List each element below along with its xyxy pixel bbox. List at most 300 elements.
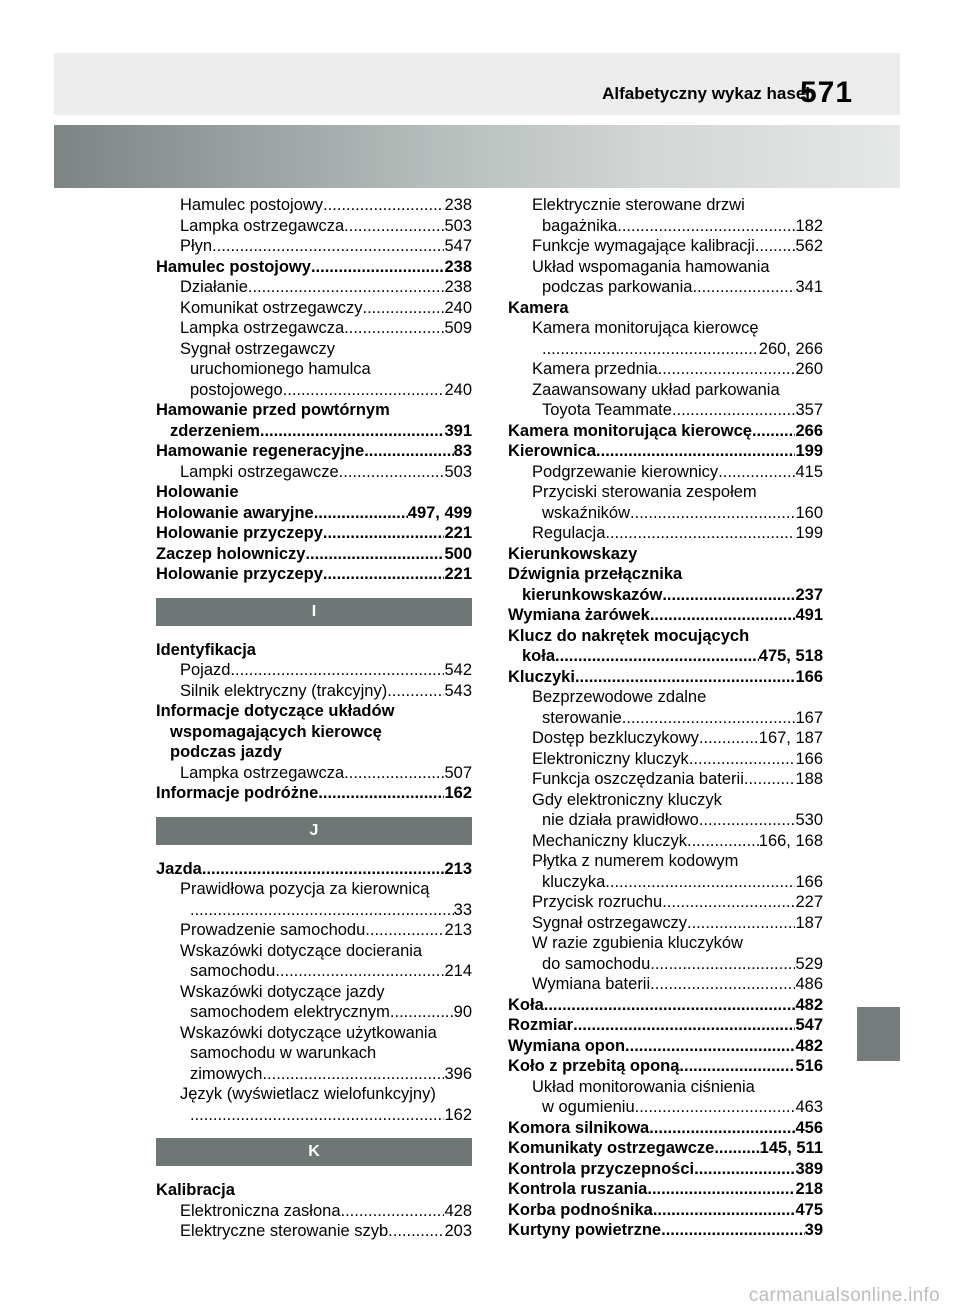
index-heading: wspomagających kierowcę [170, 722, 382, 741]
index-column-right [508, 195, 823, 1241]
index-entry [156, 380, 472, 401]
index-group [156, 640, 472, 804]
index-entry [508, 810, 823, 831]
entry-page-ref: 547 [444, 237, 472, 255]
index-entry [156, 1105, 472, 1126]
dot-leader [596, 441, 795, 462]
index-heading: Identyfikacja [156, 640, 256, 659]
index-entry [508, 1220, 823, 1241]
index-entry [156, 681, 472, 702]
index-entry [156, 441, 472, 462]
index-entry [156, 1221, 472, 1242]
section-header-i: I [156, 598, 472, 626]
entry-label: Płyn [180, 237, 213, 255]
index-subentry: Wskazówki dotyczące jazdy [180, 982, 385, 1001]
entry-page-ref: 503 [444, 462, 472, 481]
index-entry [508, 749, 823, 770]
entry-label: Regulacja [532, 524, 606, 542]
entry-page-ref: 167, 187 [758, 729, 823, 747]
entry-label: Sygnał ostrzegawczy [532, 913, 687, 932]
index-entry [508, 708, 823, 729]
index-subentry: Płytka z numerem kodowym [532, 852, 739, 870]
index-entry [508, 462, 823, 483]
entry-label: Hamulec postojowy [180, 196, 324, 214]
entry-label: Jazda [156, 859, 202, 878]
index-entry [156, 783, 472, 804]
entry-page-ref: 188 [795, 770, 823, 788]
entry-page-ref: 516 [795, 1057, 823, 1075]
index-heading: Holowanie [156, 483, 239, 501]
index-subentry: Wskazówki dotyczące użytkowania [180, 1023, 437, 1042]
entry-page-ref: 238 [444, 278, 472, 296]
index-heading: Kierunkowskazy [508, 544, 638, 563]
index-heading: Hamowanie przed powtórnym [156, 401, 390, 419]
index-entry [156, 236, 472, 257]
dot-leader [305, 544, 444, 565]
entry-label: Prowadzenie samochodu [180, 921, 366, 939]
dot-leader [662, 892, 795, 913]
entry-page-ref: 530 [795, 811, 823, 829]
entry-label: Wymiana opon [508, 1036, 626, 1055]
dot-leader [575, 667, 796, 688]
index-subentry: W razie zgubienia kluczyków [532, 934, 743, 952]
dot-leader [687, 831, 759, 852]
entry-page-ref: 497, 499 [407, 503, 472, 522]
index-entry [156, 763, 472, 784]
dot-leader [275, 961, 444, 982]
entry-page-ref: 543 [444, 681, 472, 700]
entry-label: Komunikaty ostrzegawcze [508, 1139, 715, 1157]
entry-label: Funkcje wymagające kalibracji [532, 237, 755, 255]
entry-label: Elektryczne sterowanie szyb [180, 1222, 389, 1240]
index-entry [156, 660, 472, 681]
entry-page-ref: 214 [444, 962, 472, 980]
dot-leader [365, 920, 444, 941]
entry-page-ref: 240 [444, 380, 472, 399]
dot-leader [718, 462, 795, 483]
entry-label: Komunikat ostrzegawczy [180, 298, 363, 317]
entry-page-ref: 39 [804, 1221, 823, 1239]
entry-page-ref: 166, 168 [758, 831, 823, 850]
dot-leader [318, 783, 444, 804]
dot-leader [687, 913, 795, 934]
entry-label: Kontrola przyczepności [508, 1159, 695, 1178]
entry-page-ref: 456 [795, 1118, 823, 1137]
dot-leader [625, 1036, 795, 1057]
entry-label: Kluczyki [508, 667, 575, 686]
dot-leader [248, 277, 445, 298]
dot-leader [344, 318, 444, 339]
index-entry [156, 1201, 472, 1222]
dot-leader [344, 216, 444, 237]
entry-page-ref: 218 [795, 1180, 823, 1198]
dot-leader [262, 1064, 444, 1085]
dot-leader [647, 1179, 795, 1200]
index-entry [508, 769, 823, 790]
entry-label: Działanie [180, 278, 248, 296]
entry-page-ref: 33 [453, 900, 472, 919]
index-heading: podczas jazdy [170, 743, 282, 761]
entry-label: Korba podnośnika [508, 1200, 653, 1219]
index-subentry: Gdy elektroniczny kluczyk [532, 790, 722, 809]
index-subentry: Elektrycznie sterowane drzwi [532, 196, 745, 214]
entry-label: postojowego [190, 380, 283, 399]
dot-leader [650, 954, 795, 975]
entry-label: Kamera monitorująca kierowcę [508, 421, 752, 440]
dot-leader [190, 1105, 444, 1126]
index-heading: Kalibracja [156, 1181, 235, 1199]
entry-page-ref: 145, 511 [759, 1139, 823, 1157]
dot-leader [689, 749, 796, 770]
index-subentry: Sygnał ostrzegawczy [180, 339, 335, 358]
index-subentry: Przyciski sterowania zespołem [532, 483, 757, 501]
entry-page-ref: 389 [795, 1159, 823, 1178]
dot-leader [650, 605, 796, 626]
entry-page-ref: 167 [795, 708, 823, 727]
dot-leader [605, 523, 795, 544]
entry-label: Zaczep holowniczy [156, 544, 306, 563]
dot-leader [311, 257, 445, 278]
entry-label: Komora silnikowa [508, 1118, 650, 1137]
entry-label: Mechaniczny kluczyk [532, 831, 687, 850]
dot-leader [363, 298, 445, 319]
dot-leader [653, 1200, 796, 1221]
entry-page-ref: 238 [444, 257, 472, 276]
dot-leader [635, 1097, 796, 1118]
entry-label: Koła [508, 995, 544, 1014]
entry-label: nie działa prawidłowo [542, 811, 699, 829]
entry-page-ref: 187 [795, 913, 823, 932]
dot-leader [692, 277, 795, 298]
section-header-k: K [156, 1138, 472, 1166]
entry-label: Podgrzewanie kierownicy [532, 462, 719, 481]
dot-leader [605, 872, 795, 893]
entry-label: koła [522, 647, 556, 665]
entry-page-ref: 503 [444, 216, 472, 235]
index-entry [156, 503, 472, 524]
entry-label: Rozmiar [508, 1016, 574, 1034]
dot-leader [344, 763, 444, 784]
dot-leader [617, 216, 795, 237]
dot-leader [714, 1138, 759, 1159]
entry-page-ref: 500 [444, 544, 472, 563]
entry-label: Koło z przebitą oponą [508, 1057, 680, 1075]
entry-page-ref: 221 [444, 524, 472, 542]
dot-leader [390, 1002, 454, 1023]
entry-label: samochodem elektrycznym [190, 1003, 390, 1021]
entry-page-ref: 341 [795, 278, 823, 296]
index-entry [156, 257, 472, 278]
dot-leader [744, 769, 796, 790]
dot-leader [387, 681, 444, 702]
entry-page-ref: 227 [795, 893, 823, 911]
entry-label: podczas parkowania [542, 278, 693, 296]
dot-leader [755, 236, 796, 257]
entry-page-ref: 266 [795, 421, 823, 440]
entry-label: Hamulec postojowy [156, 257, 311, 276]
index-entry [156, 216, 472, 237]
entry-page-ref: 509 [444, 319, 472, 337]
entry-page-ref: 260 [795, 360, 823, 378]
entry-label: sterowanie [542, 708, 622, 727]
index-heading: Informacje dotyczące układów [156, 702, 395, 720]
entry-label: zderzeniem [170, 421, 260, 440]
dot-leader [650, 974, 795, 995]
dot-leader [630, 503, 795, 524]
index-subentry: samochodu w warunkach [190, 1044, 377, 1062]
entry-page-ref: 475 [795, 1200, 823, 1219]
dot-leader [341, 1201, 445, 1222]
index-heading: Klucz do nakrętek mocujących [508, 626, 750, 645]
index-heading: Kamera [508, 298, 569, 317]
watermark-logo: carmanualsonline.info [748, 1285, 940, 1306]
entry-page-ref: 260, 266 [758, 339, 823, 358]
entry-page-ref: 396 [444, 1064, 472, 1083]
section-header-j: J [156, 817, 472, 845]
entry-label: bagażnika [542, 216, 618, 235]
entry-page-ref: 162 [444, 1105, 472, 1124]
index-group [156, 195, 472, 585]
index-entry [508, 236, 823, 257]
index-entry [508, 1036, 823, 1057]
index-entry [508, 1159, 823, 1180]
index-entry [156, 523, 472, 544]
entry-page-ref: 90 [453, 1003, 472, 1021]
entry-page-ref: 415 [795, 462, 823, 481]
index-entry [508, 441, 823, 462]
index-entry [156, 298, 472, 319]
dot-leader [699, 728, 759, 749]
index-entry [156, 564, 472, 585]
entry-label: Kontrola ruszania [508, 1180, 648, 1198]
dot-leader [622, 708, 796, 729]
index-entry [156, 859, 472, 880]
entry-page-ref: 166 [795, 749, 823, 768]
entry-page-ref: 547 [795, 1016, 823, 1034]
index-entry [508, 523, 823, 544]
index-subentry: Układ monitorowania ciśnienia [532, 1077, 755, 1096]
index-entry [508, 359, 823, 380]
entry-label: kluczyka [542, 872, 606, 891]
entry-page-ref: 238 [444, 196, 472, 214]
entry-label: Holowanie awaryjne [156, 503, 314, 522]
index-entry [508, 974, 823, 995]
entry-page-ref: 199 [795, 524, 823, 542]
entry-label: Holowanie przyczepy [156, 524, 323, 542]
index-entry [156, 1002, 472, 1023]
entry-page-ref: 391 [444, 421, 472, 440]
dot-leader [323, 523, 445, 544]
entry-page-ref: 213 [444, 859, 472, 878]
page-number: 571 [800, 76, 854, 109]
index-entry [508, 605, 823, 626]
index-subentry: Prawidłowa pozycja za kierownicą [180, 880, 430, 898]
index-entry [508, 400, 823, 421]
entry-label: Informacje podróżne [156, 784, 319, 802]
index-entry [508, 216, 823, 237]
dot-leader [323, 564, 445, 585]
index-subentry: uruchomionego hamulca [190, 360, 371, 378]
entry-label: Przycisk rozruchu [532, 893, 663, 911]
entry-label: Elektroniczna zasłona [180, 1201, 341, 1220]
entry-page-ref: 213 [444, 921, 472, 939]
entry-label: w ogumieniu [542, 1098, 635, 1116]
dot-leader [672, 400, 796, 421]
entry-label: Lampki ostrzegawcze [180, 462, 339, 481]
entry-label: Lampka ostrzegawcza [180, 763, 345, 782]
entry-label: Silnik elektryczny (trakcyjny) [180, 681, 388, 700]
dot-leader [323, 195, 444, 216]
index-entry [508, 503, 823, 524]
dot-leader [752, 421, 796, 442]
entry-page-ref: 482 [795, 1036, 823, 1055]
dot-leader [542, 339, 759, 360]
dot-leader [658, 359, 796, 380]
dot-leader [662, 585, 795, 606]
index-entry [508, 1097, 823, 1118]
entry-page-ref: 182 [795, 216, 823, 235]
entry-page-ref: 463 [795, 1098, 823, 1116]
index-group [156, 859, 472, 1126]
entry-label: kierunkowskazów [522, 585, 663, 604]
index-entry [156, 961, 472, 982]
index-entry [156, 195, 472, 216]
index-entry [508, 1056, 823, 1077]
chapter-thumb-tab [857, 1007, 900, 1061]
dot-leader [212, 236, 444, 257]
dot-leader [202, 859, 445, 880]
index-subentry: Kamera monitorująca kierowcę [532, 319, 759, 337]
index-entry [156, 462, 472, 483]
entry-label: Elektroniczny kluczyk [532, 749, 689, 768]
entry-page-ref: 162 [444, 784, 472, 802]
index-entry [508, 995, 823, 1016]
index-entry [156, 318, 472, 339]
index-heading: Dźwignia przełącznika [508, 565, 683, 583]
entry-label: zimowych [190, 1064, 263, 1083]
dot-leader [190, 900, 454, 921]
dot-leader [661, 1220, 805, 1241]
entry-page-ref: 475, 518 [758, 647, 823, 665]
index-entry [508, 1138, 823, 1159]
entry-label: Kurtyny powietrzne [508, 1221, 662, 1239]
entry-label: samochodu [190, 962, 276, 980]
index-entry [156, 1064, 472, 1085]
dot-leader [544, 995, 796, 1016]
index-group [156, 1180, 472, 1242]
dot-leader [339, 462, 445, 483]
index-entry [508, 1118, 823, 1139]
index-subentry: Zaawansowany układ parkowania [532, 380, 780, 399]
entry-label: Lampka ostrzegawcza [180, 216, 345, 235]
dot-leader [230, 660, 444, 681]
index-entry [156, 277, 472, 298]
entry-page-ref: 237 [795, 585, 823, 604]
index-entry [508, 421, 823, 442]
entry-label: Dostęp bezkluczykowy [532, 729, 699, 747]
index-entry [508, 872, 823, 893]
entry-page-ref: 507 [444, 763, 472, 782]
index-subentry: Bezprzewodowe zdalne [532, 688, 707, 706]
entry-page-ref: 529 [795, 954, 823, 973]
entry-page-ref: 482 [795, 995, 823, 1014]
entry-label: do samochodu [542, 954, 651, 973]
index-entry [156, 920, 472, 941]
index-entry [508, 1200, 823, 1221]
index-entry [156, 421, 472, 442]
index-entry [508, 913, 823, 934]
dot-leader [364, 441, 453, 462]
dot-leader [699, 810, 796, 831]
dot-leader [694, 1159, 795, 1180]
index-entry [508, 667, 823, 688]
entry-page-ref: 221 [444, 565, 472, 583]
dot-leader [679, 1056, 795, 1077]
entry-page-ref: 199 [795, 442, 823, 460]
dot-leader [260, 421, 445, 442]
entry-label: Pojazd [180, 661, 231, 679]
running-header-title: Alfabetyczny wykaz haseł [602, 84, 810, 103]
entry-label: Holowanie przyczepy [156, 565, 323, 583]
index-entry [508, 277, 823, 298]
entry-label: Funkcja oszczędzania baterii [532, 770, 744, 788]
entry-page-ref: 160 [795, 503, 823, 522]
dot-leader [649, 1118, 795, 1139]
entry-page-ref: 562 [795, 237, 823, 255]
entry-label: Toyota Teammate [542, 401, 672, 419]
index-entry [508, 831, 823, 852]
index-entry [508, 728, 823, 749]
entry-page-ref: 491 [795, 606, 823, 624]
entry-label: Wymiana baterii [532, 975, 651, 993]
entry-page-ref: 542 [444, 661, 472, 679]
dot-leader [388, 1221, 444, 1242]
dot-leader [573, 1015, 795, 1036]
index-entry [508, 585, 823, 606]
index-group [508, 195, 823, 1241]
entry-label: Wymiana żarówek [508, 606, 650, 624]
entry-label: Hamowanie regeneracyjne [156, 442, 365, 460]
index-column-left [156, 195, 472, 1242]
decorative-gradient-band [54, 125, 900, 188]
entry-page-ref: 83 [453, 442, 472, 460]
index-subentry: Język (wyświetlacz wielofunkcyjny) [180, 1085, 436, 1103]
index-entry [508, 646, 823, 667]
entry-page-ref: 166 [795, 667, 823, 686]
entry-label: Kierownica [508, 442, 597, 460]
entry-page-ref: 357 [795, 401, 823, 419]
entry-page-ref: 203 [444, 1222, 472, 1240]
index-entry [508, 1015, 823, 1036]
entry-page-ref: 240 [444, 298, 472, 317]
index-subentry: Wskazówki dotyczące docierania [180, 941, 423, 960]
entry-label: wskaźników [542, 503, 631, 522]
dot-leader [283, 380, 445, 401]
index-subentry: Układ wspomagania hamowania [532, 257, 770, 276]
entry-page-ref: 166 [795, 872, 823, 891]
index-entry [508, 339, 823, 360]
index-entry [508, 892, 823, 913]
dot-leader [314, 503, 408, 524]
entry-page-ref: 428 [444, 1201, 472, 1220]
index-entry [508, 954, 823, 975]
entry-page-ref: 486 [795, 975, 823, 993]
index-entry [156, 544, 472, 565]
index-entry [156, 900, 472, 921]
entry-label: Kamera przednia [532, 360, 658, 378]
index-entry [508, 1179, 823, 1200]
entry-label: Lampka ostrzegawcza [180, 319, 345, 337]
